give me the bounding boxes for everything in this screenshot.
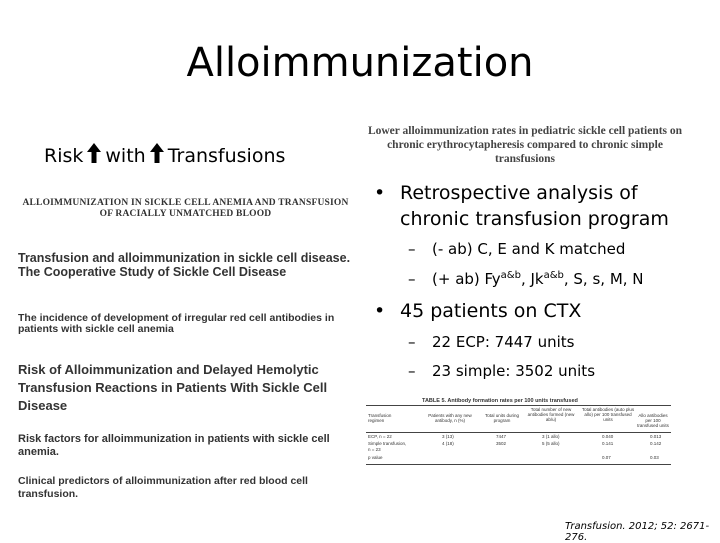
sub-bullet-1: – (- ab) C, E and K matched <box>408 240 626 258</box>
table-cell: 3502 <box>496 441 507 446</box>
reference-5: Risk factors for alloimmunization in patients with sickle cell anemia. <box>18 433 330 458</box>
sub-bullet-2-sup-a: a&b <box>500 270 521 281</box>
table-caption: TABLE 5. Antibody formation rates per 100 units transfused <box>422 398 578 404</box>
table-header-cell: Total number of new antibodies formed (new ab/u) <box>527 407 575 422</box>
risk-statement <box>44 143 285 168</box>
table-body <box>366 434 671 462</box>
transfusions-label: Transfusions <box>167 144 286 167</box>
up-arrow-icon <box>150 143 164 168</box>
risk-label: Risk <box>44 144 84 167</box>
table-header-cell: Total units during program <box>484 413 520 423</box>
slide-title: Alloimmunization <box>186 40 534 86</box>
table-cell: 0.03 <box>650 455 659 460</box>
sub-bullet-4-text: 23 simple: 3502 units <box>432 362 596 380</box>
table-top-rule <box>366 405 671 406</box>
table-mid-rule <box>366 432 671 433</box>
reference-3: The incidence of development of irregular red cell antibodies in patients with sickle cell anemia <box>18 312 335 335</box>
antibody-table <box>366 398 671 488</box>
table-cell: p value <box>368 455 383 460</box>
reference-6: Clinical predictors of alloimmunization after red blood cell transfusion. <box>18 475 308 500</box>
sub-bullet-2-text-a: (+ ab) Fy <box>432 270 501 288</box>
table-cell: 0.141 <box>602 441 614 446</box>
sub-bullet-4: – 23 simple: 3502 units <box>408 362 596 380</box>
sub-bullet-3-text: 22 ECP: 7447 units <box>432 333 575 351</box>
table-header-cell: Transfusion regimen <box>368 413 392 423</box>
bullet-2: • 45 patients on CTX <box>374 300 704 322</box>
reference-2: Transfusion and alloimmunization in sickle cell disease. The Cooperative Study of Sickle Cell Disease <box>18 251 351 279</box>
sub-bullet-1-text: (- ab) C, E and K matched <box>432 240 626 258</box>
table-header-cell: Patients with any new antibody, n (%) <box>428 413 472 423</box>
up-arrow-icon <box>87 143 101 168</box>
sub-bullet-3: – 22 ECP: 7447 units <box>408 333 575 351</box>
table-cell: 0.040 <box>602 434 614 439</box>
table-header-row <box>366 407 671 431</box>
bullet-2-text: 45 patients on CTX <box>400 300 582 322</box>
reference-4: Risk of Alloimmunization and Delayed Hemolytic Transfusion Reactions in Patients With Sickle Cell Disease <box>18 362 328 413</box>
bullet-1-text: Retrospective analysis of chronic transfusion program <box>400 182 669 230</box>
bullet-1: • Retrospective analysis of chronic transfusion program <box>374 180 704 232</box>
sub-bullet-2-sup-b: a&b <box>543 270 564 281</box>
table-header-cell: Total antibodies (auto plus allo) per 100 transfused units <box>581 407 635 422</box>
table-bottom-rule <box>366 464 671 465</box>
table-cell: 0.07 <box>602 455 611 460</box>
table-cell: 5 (5 allo) <box>542 441 560 446</box>
table-cell: Simple transfusion, n = 23 <box>368 441 407 452</box>
table-cell: 0.013 <box>650 434 662 439</box>
table-cell: 4 (18) <box>442 441 454 446</box>
table-cell: ECP, n = 22 <box>368 434 392 439</box>
right-reference: Lower alloimmunization rates in pediatric sickle cell patients on chronic erythrocytapheresis compared to chronic simple transfusions <box>367 125 683 165</box>
sub-bullet-2: – (+ ab) $Fy^{a\&b}$, $Jk^{a\&b}$, S, s, M, N <box>408 270 644 288</box>
table-cell: 3 (1 allo) <box>542 434 560 439</box>
table-row <box>366 434 671 441</box>
reference-1: ALLOIMMUNIZATION IN SICKLE CELL ANEMIA AND TRANSFUSION OF RACIALLY UNMATCHED BLOOD <box>22 198 349 219</box>
table-header-cell: Allo antibodies per 100 transfused units <box>637 413 669 428</box>
table-row <box>366 455 671 462</box>
table-row <box>366 441 671 455</box>
sub-bullet-2-text-c: , S, s, M, N <box>563 270 644 288</box>
with-label: with <box>105 144 146 167</box>
citation: Transfusion. 2012; 52: 2671-276. <box>565 521 710 543</box>
table-cell: 3 (13) <box>442 434 454 439</box>
table-cell: 7447 <box>496 434 507 439</box>
sub-bullet-2-text-b: , Jk <box>520 270 544 288</box>
table-cell: 0.142 <box>650 441 662 446</box>
